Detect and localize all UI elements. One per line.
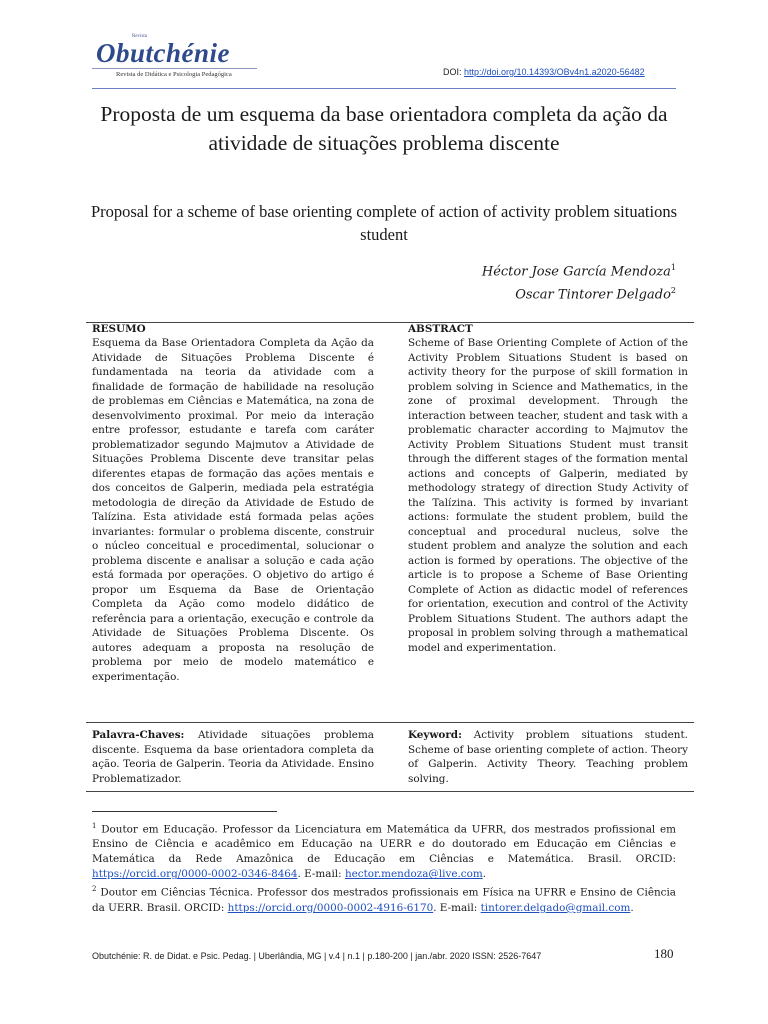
doi-label: DOI: bbox=[443, 67, 465, 77]
footnote-2-orcid-link[interactable]: https://orcid.org/0000-0002-4916-6170 bbox=[227, 901, 434, 914]
header-rule bbox=[92, 88, 676, 89]
logo-small-mark: Revista bbox=[132, 34, 147, 39]
title-portuguese: Proposta de um esquema da base orientadora completa da ação da atividade de situações problema discente bbox=[100, 102, 668, 155]
authors-block bbox=[482, 258, 676, 305]
footnote-1 bbox=[92, 819, 676, 882]
resumo-text: Esquema da Base Orientadora Completa da Ação da Atividade de Situações Problema Discente é fundamentada na teoria da atividade com a finalidade de formação de habilidade na resolução de problemas em Ciências e Matemática, na zona de desenvolvimento proximal. Por meio da interação entre professor, estudante e tarefa com caráter problematizador segundo Majmutov a Atividade de Situações Problema Discente deve transitar pelas diferentes etapas de formação das ações mentais e dos conceitos de Galperin, mediada pela estratégia metodologia de direção da Atividade de Estudo de Talízina. Esta atividade está formada pelas ações invariantes: formular o problema discente, construir o núcleo conceitual e procedimental, solucionar o problema discente e analisar a solução e cada ação está formada por operações. O objetivo do artigo é propor um Esquema da Base de Orientação Completa da Ação como modelo didático de referência para a orientação, execução e controle da Atividade de Situações Problema Discente. Os autores adequam a proposta na resolução de problema por meio de modelo matemático e experimentação. bbox=[92, 337, 374, 683]
abstract-keywords-text: Activity problem situations student. Scheme of base orienting complete of action. Theory of Galperin. Activity Theory. Teaching problem solving. bbox=[408, 729, 688, 785]
abstract-text: Scheme of Base Orienting Complete of Action of the Activity Problem Situations Student is based on activity theory for the purpose of skill formation in problem solving in Science and Mathematics, in the zone of proximal development. Through the interaction between teacher, student and task with a problematic character according to Majmutov the Activity Problem Situations Student must transit through the different stages of the formation mental actions and concepts of Galperin, mediated by methodology strategy of direction Study Activity of the Talízina. This activity is formed by invariant actions: formulate the student problem, build the conceptual and procedural nucleus, solve the student problem and analyze the solution and each action is formed by operations. The objective of the article is to propose a Scheme of Base Orienting Complete of Action as didactic model of references for orientation, execution and control of the Activity Problem Situations Student. The authors adapt the proposal in problem solving through a mathematical model and experimentation. bbox=[408, 337, 688, 654]
journal-name: Obutchénie bbox=[96, 38, 231, 68]
footnote-2 bbox=[92, 882, 676, 915]
footnote-1-email-link[interactable]: hector.mendoza@live.com bbox=[344, 868, 483, 881]
resumo-keywords bbox=[92, 728, 374, 786]
doi-line bbox=[443, 67, 645, 77]
doi-link[interactable]: http://doi.org/10.14393/OBv4n1.a2020-56482 bbox=[464, 67, 645, 77]
table-mid-rule bbox=[86, 722, 694, 723]
author-1-name: Héctor Jose García Mendoza bbox=[481, 264, 671, 280]
footnote-1-orcid-link[interactable]: https://orcid.org/0000-0002-0346-8464 bbox=[92, 868, 298, 881]
author-2-footnote-mark[interactable]: 2 bbox=[670, 286, 676, 296]
footnote-2-email-link[interactable]: tintorer.delgado@gmail.com bbox=[480, 901, 631, 914]
footnote-1-end: . bbox=[482, 868, 487, 881]
footnote-2-email-label: . E-mail: bbox=[433, 901, 481, 914]
resumo-keywords-label: Palavra-Chaves: bbox=[92, 729, 185, 741]
abstract-heading: ABSTRACT bbox=[408, 323, 473, 335]
author-1 bbox=[482, 258, 676, 281]
footnote-1-email-label: . E-mail: bbox=[297, 868, 345, 881]
page-number: 180 bbox=[654, 946, 674, 961]
author-1-footnote-mark[interactable]: 1 bbox=[670, 263, 676, 272]
page-footer-citation: Obutchénie: R. de Didat. e Psic. Pedag. | Uberlândia, MG | v.4 | n.1 | p.180-200 | jan./abr. 2020 ISSN: 2526-7647 bbox=[92, 951, 542, 961]
footnote-2-mark: 2 bbox=[92, 885, 97, 894]
footnotes bbox=[92, 819, 676, 916]
title-english: Proposal for a scheme of base orienting complete of action of activity problem situations student bbox=[90, 202, 678, 244]
table-bottom-rule bbox=[86, 791, 694, 792]
resumo-keywords-text: Atividade situações problema discente. Esquema da base orientadora completa da ação. Teoria de Galperin. Teoria da Atividade. Ensino Problematizador. bbox=[92, 729, 374, 785]
footnote-1-text: Doutor em Educação. Professor da Licenciatura em Matemática da UFRR, dos mestrados profissional em Ensino de Ciência e acadêmico em Educação na UERR e do doutorado em Educação em Ciências e Matemática da Rede Amazônica de Educação em Ciências e Matemática. Brasil. ORCID: bbox=[92, 823, 676, 866]
footnote-2-text: Doutor em Ciências Técnica. Professor dos mestrados profissionais em Física na UFRR e Ensino de Ciência da UERR. Brasil. ORCID: bbox=[92, 886, 676, 914]
author-2-name: Oscar Tintorer Delgado bbox=[515, 287, 671, 303]
author-2 bbox=[482, 281, 676, 304]
resumo-heading: RESUMO bbox=[92, 323, 146, 335]
abstract-keywords bbox=[408, 728, 688, 786]
footnote-rule bbox=[92, 811, 277, 812]
abstract-keywords-label: Keyword: bbox=[408, 729, 462, 741]
footnote-2-end: . bbox=[630, 901, 634, 914]
footnote-1-mark: 1 bbox=[92, 822, 97, 830]
logo-underline bbox=[92, 68, 257, 69]
journal-subtitle: Revista de Didática e Psicologia Pedagógica bbox=[116, 71, 232, 78]
